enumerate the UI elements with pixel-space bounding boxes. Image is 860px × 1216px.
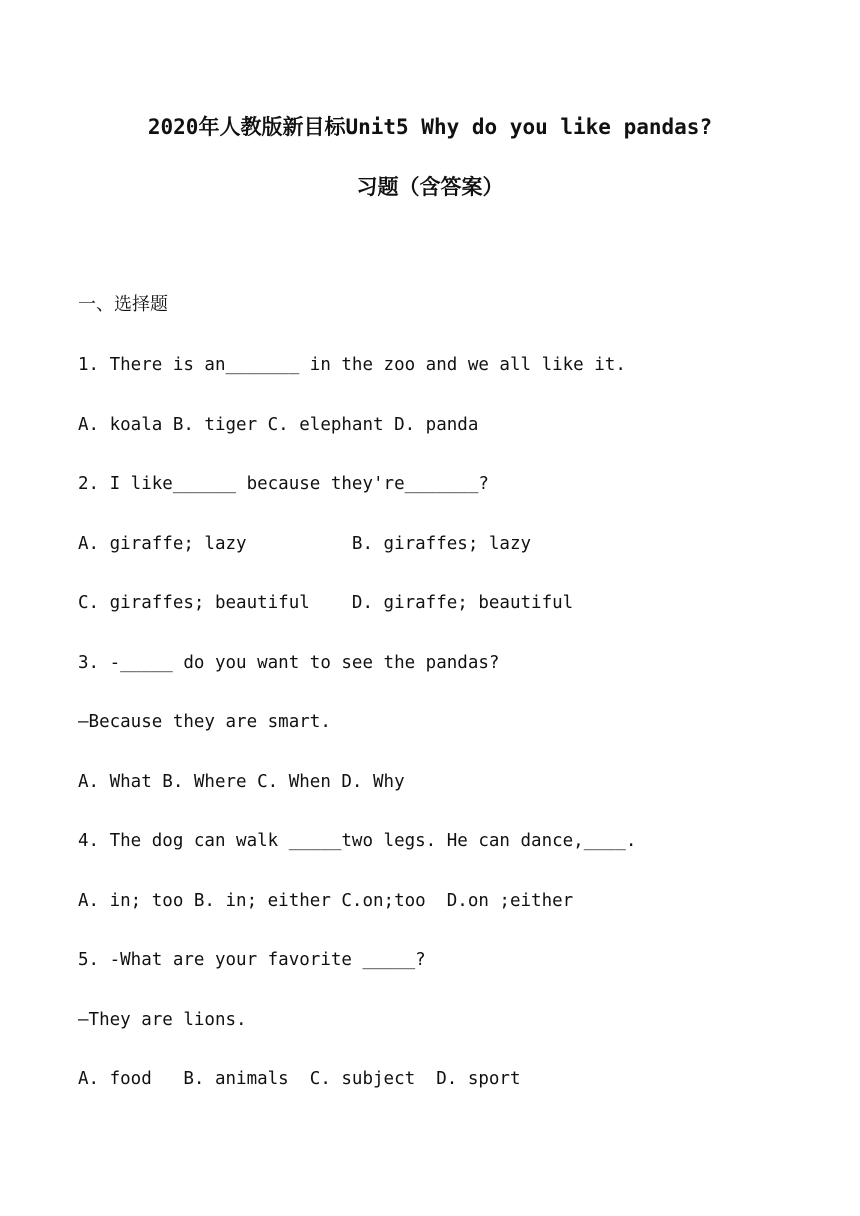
question-3-reply: —Because they are smart. xyxy=(78,712,331,732)
document-title: 2020年人教版新目标Unit5 Why do you like pandas? xyxy=(147,115,713,139)
question-2-options-cd: C. giraffes; beautiful D. giraffe; beautiful xyxy=(78,593,574,613)
question-3: 3. -_____ do you want to see the pandas? xyxy=(78,653,500,673)
document-subtitle: 习题（含答案） xyxy=(356,175,504,199)
question-3-options: A. What B. Where C. When D. Why xyxy=(78,772,405,792)
question-4-options: A. in; too B. in; either C.on;too D.on ;either xyxy=(78,891,574,911)
question-5-options: A. food B. animals C. subject D. sport xyxy=(78,1069,521,1089)
question-2-options-ab: A. giraffe; lazy B. giraffes; lazy xyxy=(78,534,532,554)
question-4: 4. The dog can walk _____two legs. He can dance,____. xyxy=(78,831,637,851)
question-5-reply: —They are lions. xyxy=(78,1010,247,1030)
question-1-options: A. koala B. tiger C. elephant D. panda xyxy=(78,415,479,435)
question-5: 5. -What are your favorite _____? xyxy=(78,950,426,970)
question-2: 2. I like______ because they're_______? xyxy=(78,474,489,494)
question-1: 1. There is an_______ in the zoo and we all like it. xyxy=(78,355,626,375)
section-heading: 一、选择题 xyxy=(78,294,168,315)
